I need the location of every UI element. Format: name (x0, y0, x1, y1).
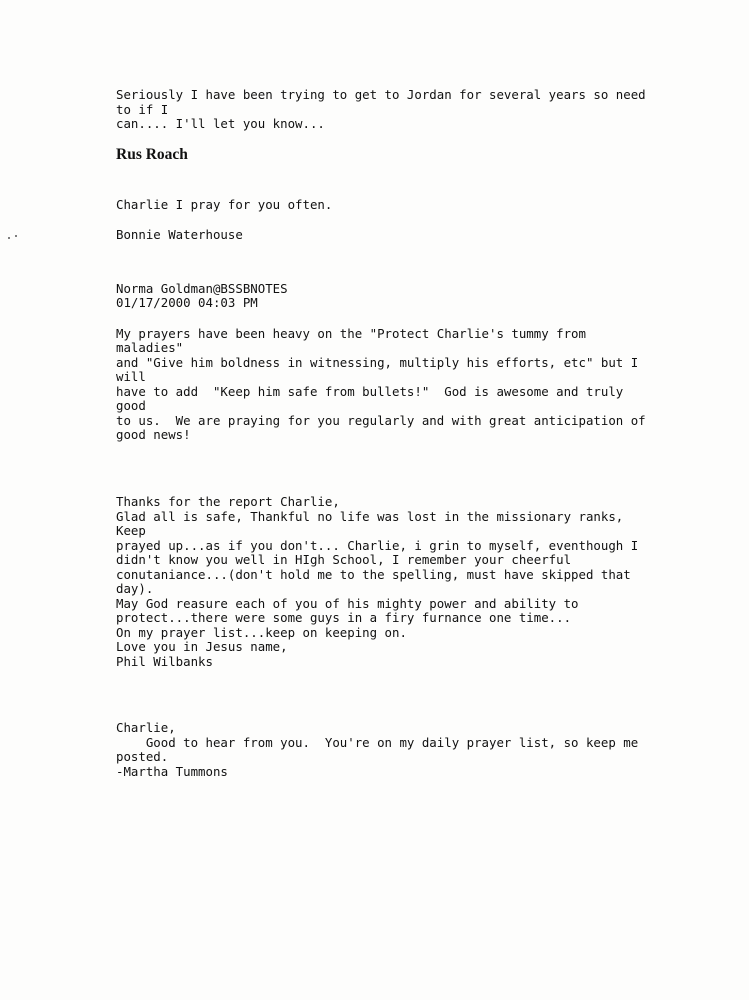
signature: Bonnie Waterhouse (116, 227, 243, 242)
signature: Phil Wilbanks (116, 654, 213, 669)
message-line: to if I (116, 102, 169, 117)
message-line: prayed up...as if you don't... Charlie, i grin to myself, eventhough I (116, 538, 639, 553)
message-line: can.... I'll let you know... (116, 116, 325, 131)
sender-address: Norma Goldman@BSSBNOTES (116, 281, 288, 296)
message-line: May God reasure each of you of his mighty power and ability to (116, 596, 579, 611)
message-line: On my prayer list...keep on keeping on. (116, 625, 407, 640)
message-line: to us. We are praying for you regularly and with great anticipation of (116, 413, 646, 428)
message-line: didn't know you well in HIgh School, I remember your cheerful (116, 552, 572, 567)
message-line: day). (116, 581, 154, 596)
message-line: My prayers have been heavy on the "Protect Charlie's tummy from (116, 326, 586, 341)
message-line: Keep (116, 523, 146, 538)
message-line: Thanks for the report Charlie, (116, 494, 340, 509)
scan-speck (15, 235, 17, 237)
message-line: maladies" (116, 340, 184, 355)
message-line: Love you in Jesus name, (116, 639, 288, 654)
message-line: good news! (116, 427, 191, 442)
message-line: will (116, 369, 146, 384)
scan-specks (8, 235, 22, 241)
timestamp: 01/17/2000 04:03 PM (116, 295, 258, 310)
message-line: conutaniance...(don't hold me to the spelling, must have skipped that (116, 567, 631, 582)
message-line: protect...there were some guys in a firy furnance one time... (116, 610, 572, 625)
message-line: Glad all is safe, Thankful no life was lost in the missionary ranks, (116, 509, 624, 524)
signature-heading: Rus Roach (116, 146, 188, 163)
message-line: Good to hear from you. You're on my daily prayer list, so keep me (116, 735, 639, 750)
message-line: have to add "Keep him safe from bullets!" God is awesome and truly (116, 384, 624, 399)
scan-speck (8, 237, 10, 239)
message-line: good (116, 398, 146, 413)
signature: -Martha Tummons (116, 764, 228, 779)
message-line: Seriously I have been trying to get to Jordan for several years so need (116, 87, 646, 102)
message-line: posted. (116, 749, 169, 764)
message-line: Charlie, (116, 720, 176, 735)
message-line: and "Give him boldness in witnessing, multiply his efforts, etc" but I (116, 355, 639, 370)
message-line: Charlie I pray for you often. (116, 197, 333, 212)
